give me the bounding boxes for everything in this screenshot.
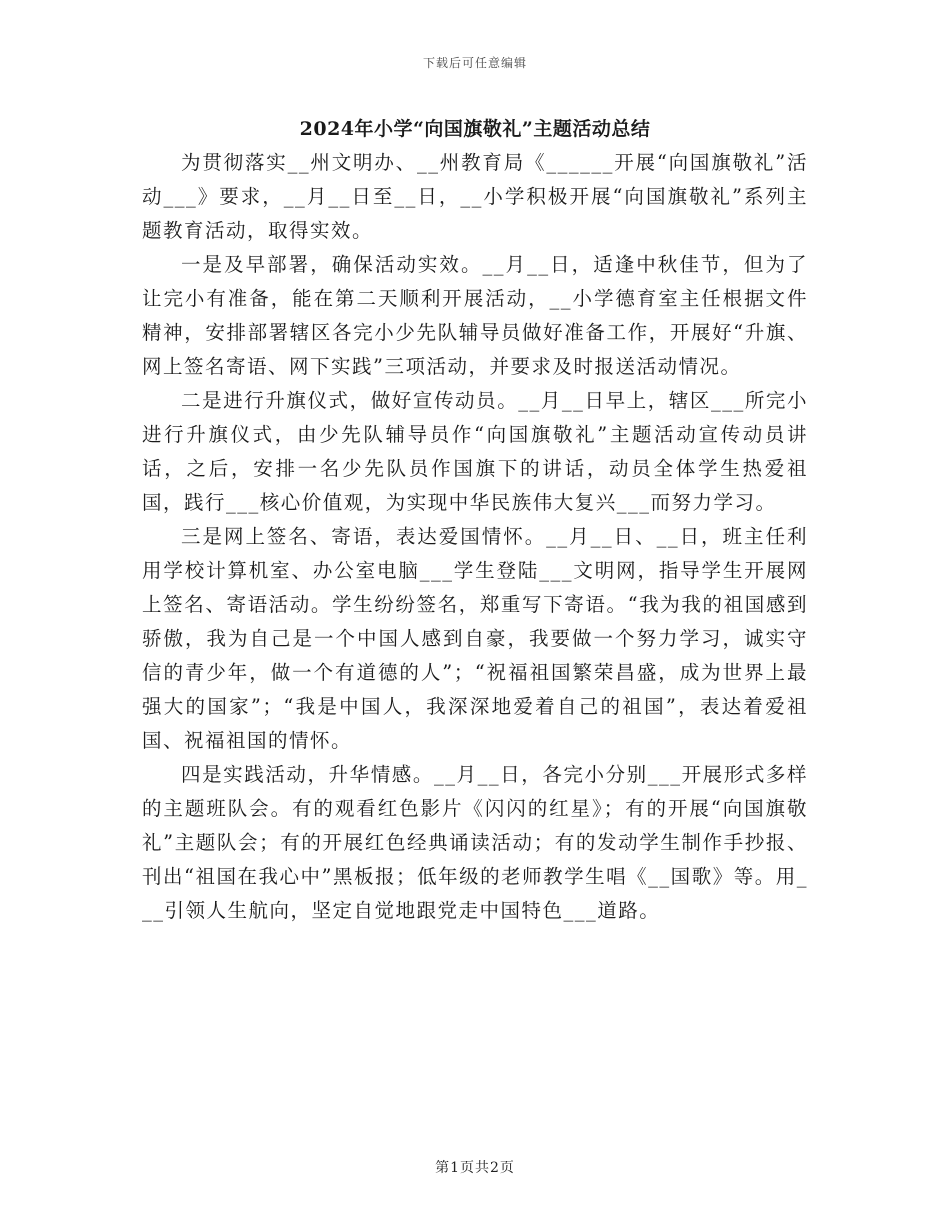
page-header-note: 下载后可任意编辑 (422, 56, 527, 70)
paragraph-practice-activities: 四是实践活动，升华情感。__月__日，各完小分别___开展形式多样的主题班队会。有的观看红色影片《闪闪的红星》；有的开展“向国旗敬礼”主题队会；有的开展红色经典诵读活动；有的发动学生制作手抄报、刊出“祖国在我心中”黑板报；低年级的老师教学生唱《__国歌》等。用___引领人生航向，坚定自觉地跟党走中国特色___道路。 (142, 763, 808, 922)
paragraph-online-signing: 三是网上签名、寄语，表达爱国情怀。__月__日、__日，班主任利用学校计算机室、办公室电脑___学生登陆___文明网，指导学生开展网上签名、寄语活动。学生纷纷签名，郑重写下寄语。“我为我的祖国感到骄傲，我为自己是一个中国人感到自豪，我要做一个努力学习，诚实守信的青少年，做一个有道德的人”；“祝福祖国繁荣昌盛，成为世界上最强大的国家”；“我是中国人，我深深地爱着自己的祖国”，表达着爱祖国、祝福祖国的情怀。 (142, 525, 808, 752)
document-title: 2024年小学“向国旗敬礼”主题活动总结 (299, 118, 651, 140)
paragraph-intro: 为贯彻落实__州文明办、__州教育局《______开展“向国旗敬礼”活动___》要求，__月__日至__日，__小学积极开展“向国旗敬礼”系列主题教育活动，取得实效。 (142, 151, 808, 242)
page-footer-number: 第1页共2页 (435, 1160, 515, 1176)
document-body (142, 146, 808, 928)
paragraph-flag-ceremony: 二是进行升旗仪式，做好宣传动员。__月__日早上，辖区___所完小进行升旗仪式，由少先队辅导员作“向国旗敬礼”主题活动宣传动员讲话，之后，安排一名少先队员作国旗下的讲话，动员全体学生热爱祖国，践行___核心价值观，为实现中华民族伟大复兴___而努力学习。 (142, 389, 808, 514)
paragraph-deployment: 一是及早部署，确保活动实效。__月__日，适逢中秋佳节，但为了让完小有准备，能在第二天顺利开展活动，__小学德育室主任根据文件精神，安排部署辖区各完小少先队辅导员做好准备工作，开展好“升旗、网上签名寄语、网下实践”三项活动，并要求及时报送活动情况。 (142, 253, 808, 378)
